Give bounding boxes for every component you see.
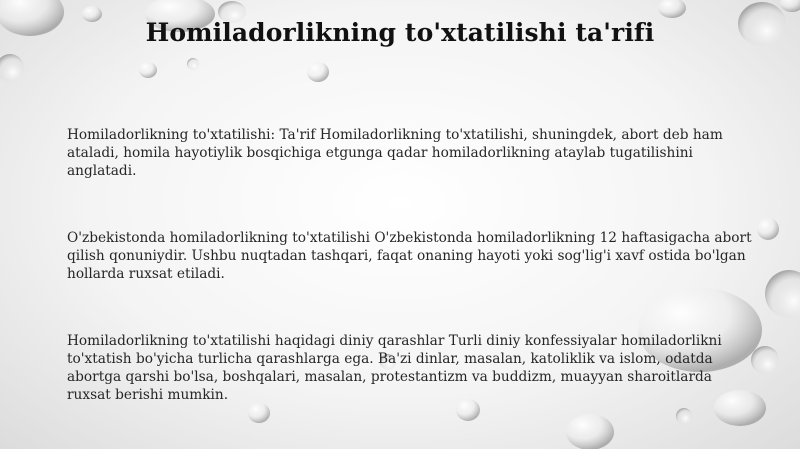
water-drop [780,0,800,12]
water-drop [0,54,24,82]
water-drop [307,62,329,82]
water-drop [658,0,686,18]
paragraph-uzbekistan-law: O'zbekistonda homiladorlikning to'xtatilishi O'zbekistonda homiladorlikning 12 haftasigacha abort qilish qonuniydir. Ushbu nuqtadan tashqari, faqat onaning hayoti yoki sog'lig'i xavf ostida bo'lgan hollarda ruxsat etiladi. [67,230,752,282]
water-drop [139,62,157,78]
water-drop [566,414,614,449]
paragraph-definition: Homiladorlikning to'xtatilishi: Ta'rif Homiladorlikning to'xtatilishi, shuningdek, abort deb ham ataladi, homila hayotiylik bosqichiga etgunga qadar homiladorlikning ataylab tugatilishini anglatadi. [67,127,723,179]
water-drop [765,270,800,318]
water-drop [757,218,779,240]
water-drop [676,408,692,424]
slide-title: Homiladorlikning to'xtatilishi ta'rifi [145,18,655,47]
water-drop [248,403,270,423]
paragraph-religious-views: Homiladorlikning to'xtatilishi haqidagi diniy qarashlar Turli diniy konfessiyalar homiladorlikni to'xtatish bo'yicha turlicha qarashlarga ega. Ba'zi dinlar, masalan, katoliklik va islom, odatda abortga qarshi bo'lsa, boshqalari, masalan, protestantizm va buddizm, muayyan sharoitlarda ruxsat berishi mumkin. [67,333,722,403]
water-drop [187,58,199,70]
